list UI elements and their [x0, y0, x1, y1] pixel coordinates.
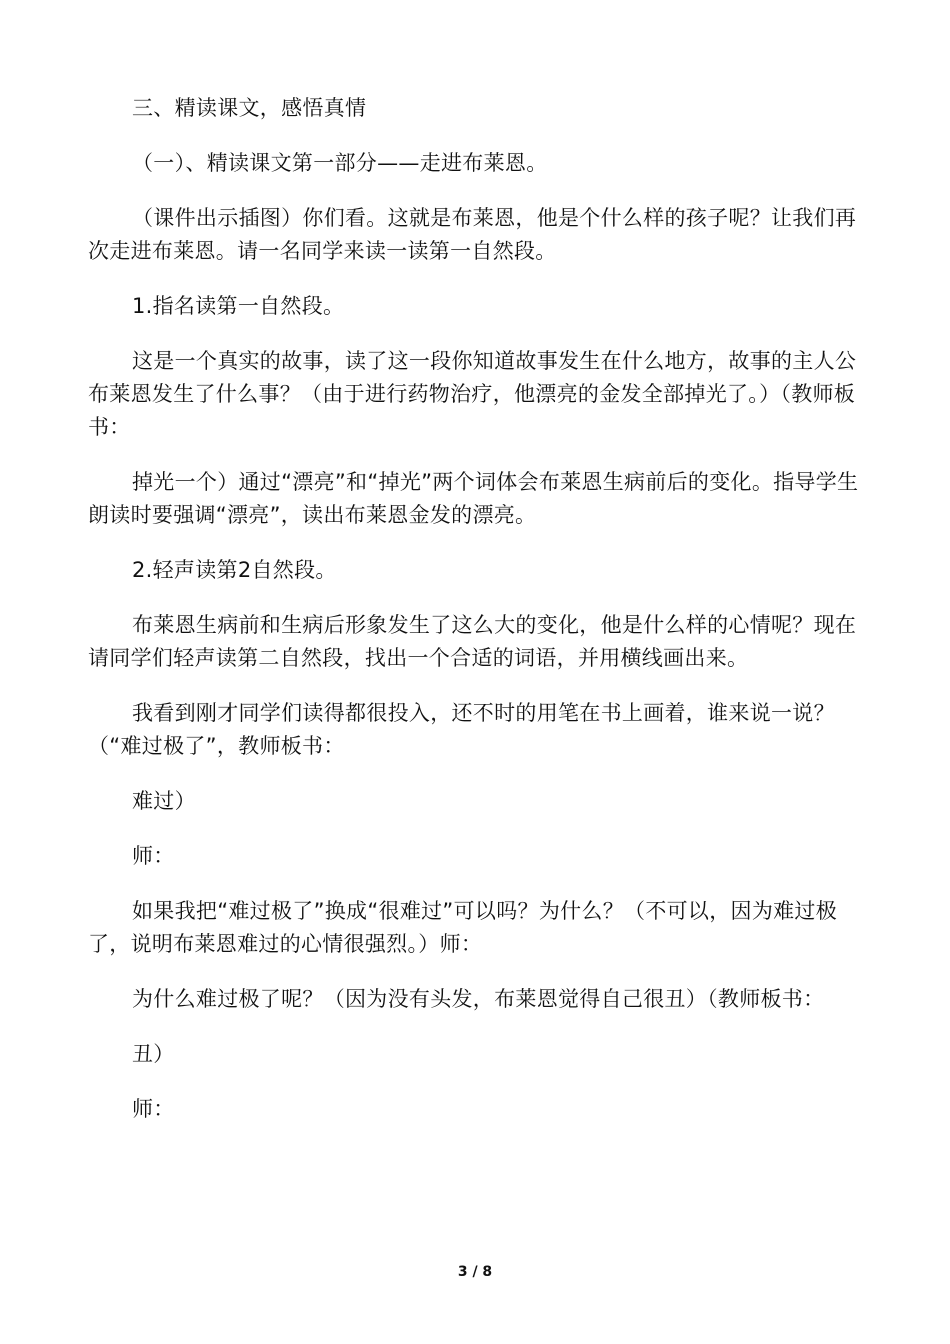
- paragraph: 我看到刚才同学们读得都很投入，还不时的用笔在书上画着，谁来说一说？（“难过极了”，教师板书：: [88, 701, 835, 758]
- paragraph: 丑）: [132, 1042, 175, 1066]
- document-body: [88, 92, 868, 1148]
- page-number: 3 / 8: [457, 1264, 493, 1280]
- paragraph: 师：: [132, 1097, 175, 1121]
- paragraph: 1.指名读第一自然段。: [132, 294, 345, 318]
- paragraph: 为什么难过极了呢？（因为没有头发，布莱恩觉得自己很丑）（教师板书：: [132, 987, 825, 1011]
- subsection-heading: （一）、精读课文第一部分——走进布莱恩。: [132, 151, 548, 175]
- paragraph: （课件出示插图）你们看。这就是布莱恩，他是个什么样的孩子呢？让我们再次走进布莱恩。请一名同学来读一读第一自然段。: [88, 206, 857, 263]
- paragraph: 师：: [132, 844, 175, 868]
- paragraph: 布莱恩生病前和生病后形象发生了这么大的变化，他是什么样的心情呢？现在请同学们轻声读第二自然段，找出一个合适的词语，并用横线画出来。: [88, 613, 857, 670]
- section-heading: 三、精读课文，感悟真情: [132, 96, 367, 120]
- paragraph: 2.轻声读第2自然段。: [132, 558, 337, 582]
- paragraph: 这是一个真实的故事，读了这一段你知道故事发生在什么地方，故事的主人公布莱恩发生了什么事？（由于进行药物治疗，他漂亮的金发全部掉光了。）（教师板书：: [88, 349, 857, 439]
- paragraph: 掉光一个）通过“漂亮”和“掉光”两个词体会布莱恩生病前后的变化。指导学生朗读时要强调“漂亮”，读出布莱恩金发的漂亮。: [88, 470, 859, 527]
- paragraph: 难过）: [132, 789, 196, 813]
- paragraph: 如果我把“难过极了”换成“很难过”可以吗？为什么？（不可以，因为难过极了，说明布莱恩难过的心情很强烈。）师：: [88, 899, 838, 956]
